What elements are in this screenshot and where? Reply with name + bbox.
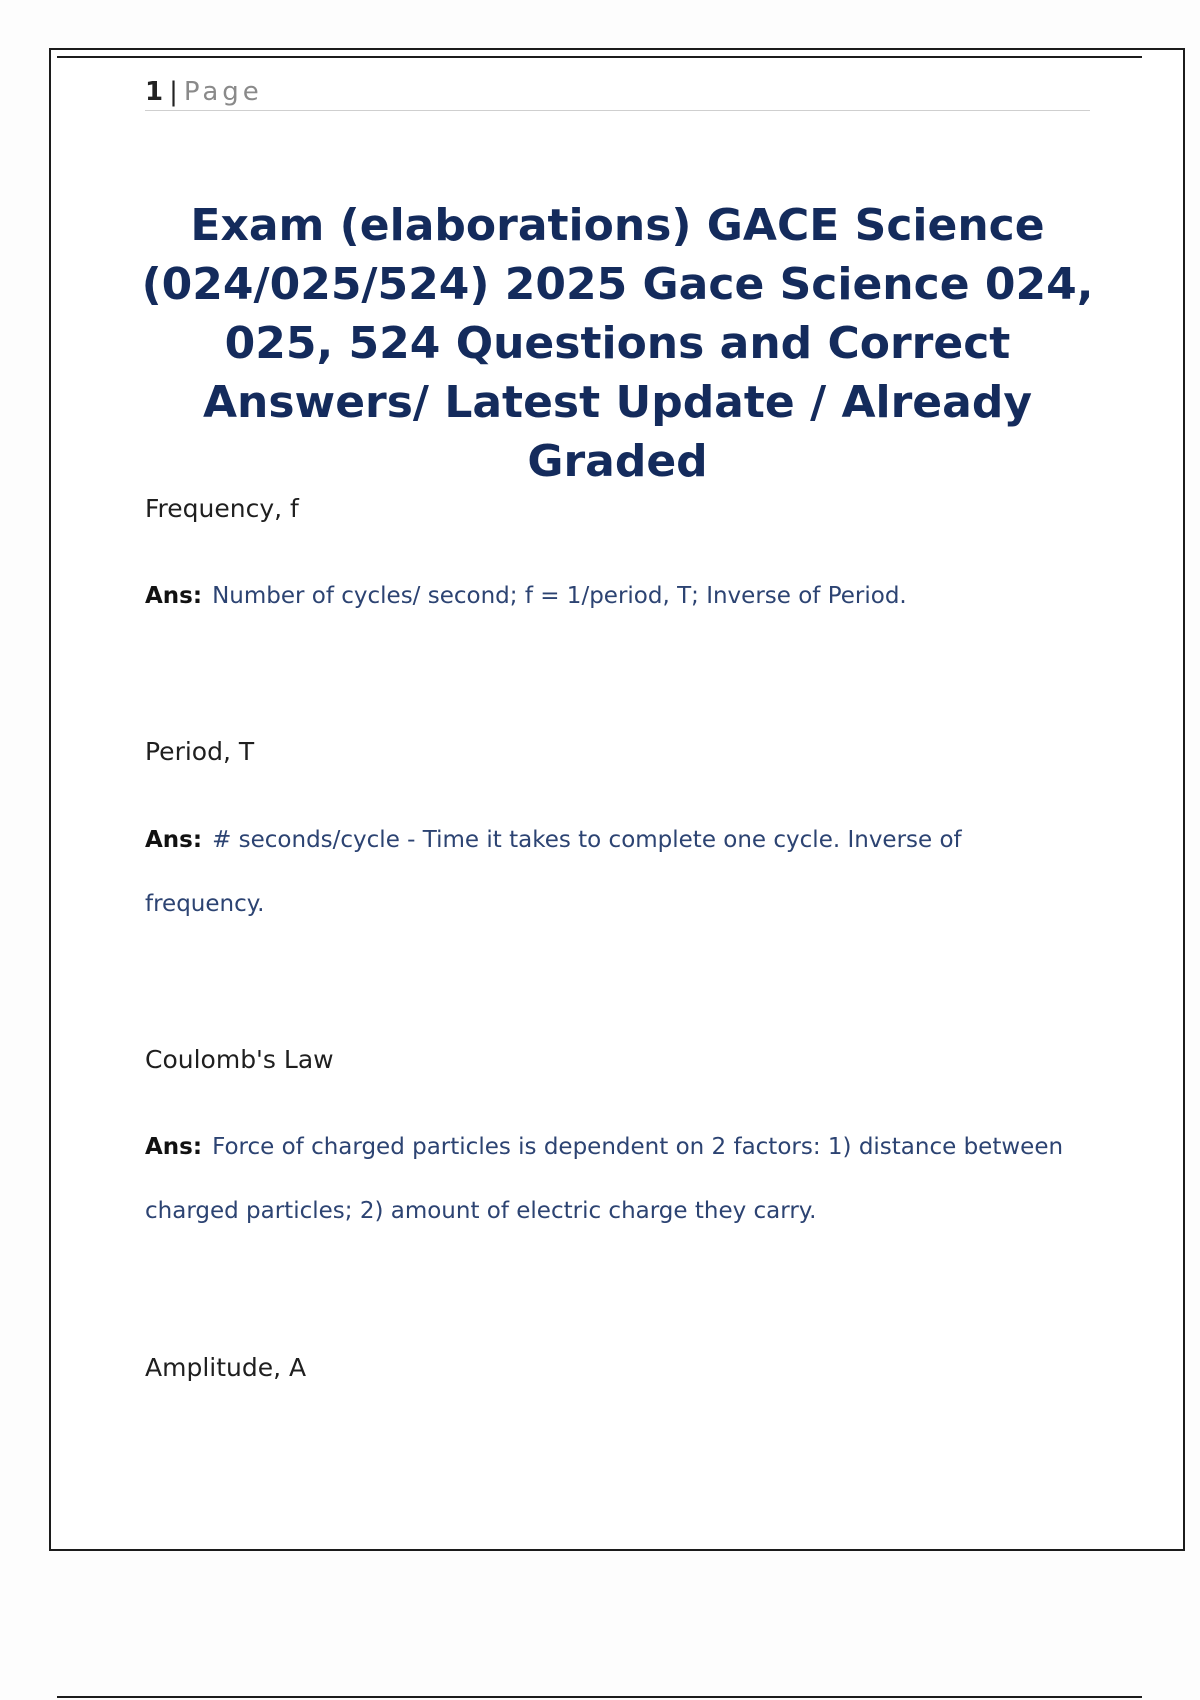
answer-period — [145, 808, 1075, 936]
page-label: Page — [183, 77, 263, 107]
document-title: Exam (elaborations) GACE Science (024/025/524) 2025 Gace Science 024, 025, 524 Questions and Correct Answers/ Latest Update / Already Graded — [141, 200, 1094, 487]
page-header — [145, 74, 1090, 111]
page-number: 1 — [145, 77, 164, 107]
question-amplitude: Amplitude, A — [145, 1353, 307, 1382]
answer-frequency — [145, 564, 1075, 628]
ans-label: Ans: — [145, 827, 203, 853]
top-rule — [57, 56, 1142, 58]
page-separator: | — [169, 77, 178, 107]
answer-text: Force of charged particles is dependent on 2 factors: 1) distance between charged particles; 2) amount of electric charge they carry. — [145, 1134, 1064, 1224]
answer-text: # seconds/cycle - Time it takes to complete one cycle. Inverse of frequency. — [145, 827, 962, 917]
question-period: Period, T — [145, 737, 255, 766]
question-frequency: Frequency, f — [145, 494, 299, 523]
ans-label: Ans: — [145, 583, 203, 609]
answer-coulombs-law — [145, 1115, 1075, 1243]
bottom-rule — [57, 1696, 1142, 1698]
answer-text: Number of cycles/ second; f = 1/period, T; Inverse of Period. — [212, 583, 907, 609]
ans-label: Ans: — [145, 1134, 203, 1160]
question-coulombs-law: Coulomb's Law — [145, 1045, 334, 1074]
